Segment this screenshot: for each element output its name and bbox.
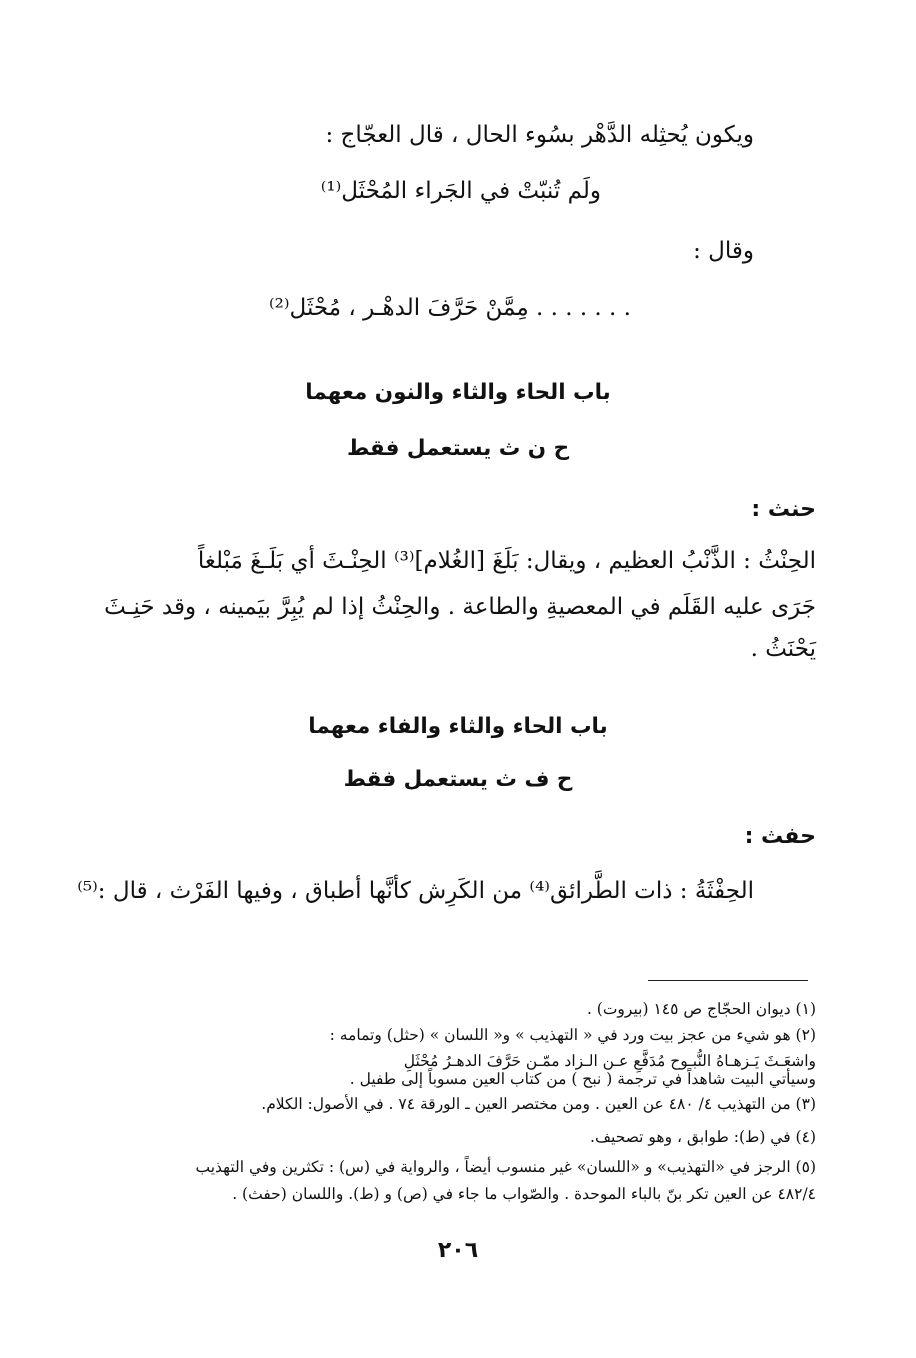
verse-line-1: ولَم تُنبّتْ في الجَراء المُحْثَل⁽¹⁾ [320,178,601,204]
footnote-5: (٥) الرجز في «التهذيب» و «اللسان» غير منسوب أيضاً ، والرواية في (س) : تكثرين وفي التهذيب [195,1158,816,1176]
footnote-3: (٣) من التهذيب ٤/ ٤٨٠ عن العين . ومن مختصر العين ـ الورقة ٧٤ . في الأصول: الكلام. [261,1095,816,1113]
section-1-title: باب الحاء والثاء والنون معهما [305,380,611,405]
page-number: ٢٠٦ [437,1238,479,1263]
section-1-line-3: يَحْنَثُ . [750,636,816,662]
footnote-2: (٢) هو شيء من عجز بيت ورد في « التهذيب » و« اللسان » (حثل) وتمامه : [329,1026,816,1044]
section-2-title: باب الحاء والثاء والفاء معهما [308,714,608,739]
section-1-entry: حنث : [751,497,816,522]
verse-line-2: . . . . . . . مِمَّنْ حَرَّفَ الدهْـر ، مُحْثَل⁽²⁾ [269,295,631,321]
footnote-2-verse: واشعَـثَ يَـزهـاهُ النُّبـوح مُدَفَّعِ عـن الـزاد ممّـن حَرَّفَ الدهـرُ مُحْثَلِ [403,1052,816,1070]
footnote-2-note: وسيأتي البيت شاهداً في ترجمة ( نبح ) من كتاب العين مسوباً إلى طفيل . [349,1070,816,1088]
footnote-4: (٤) في (ط): طوابق ، وهو تصحيف. [590,1128,816,1146]
section-1-subtitle: ح ن ث يستعمل فقط [346,436,570,461]
section-2-subtitle: ح ف ث يستعمل فقط [343,767,573,792]
section-2-line-1: الحِفْثَةُ : ذات الطَّرائق⁽⁴⁾ من الكَرِش كأنَّها أطباق ، وفيها الفَرْث ، قال :⁽⁵⁾ [77,878,754,904]
footnote-rule [648,980,808,981]
footnote-5-cont: ٤٨٢/٤ عن العين تكر بنّ بالباء الموحدة . والصّواب ما جاء في (ص) و (ط). واللسان (حفث) . [232,1185,816,1203]
section-1-line-2: جَرَى عليه القَلَم في المعصيةِ والطاعة . والحِنْثُ إذا لم يُبِرَّ بيَمينه ، وقد حَنِـثَ [104,594,816,620]
footnote-1: (١) ديوان الحجّاج ص ١٤٥ (بيروت) . [586,1000,816,1018]
verse-intro: ويكون يُحثِله الدَّهْر بسُوء الحال ، قال العجّاج : [325,122,754,148]
section-1-line-1: الحِنْثُ : الذَّنْبُ العظيم ، ويقال: بَلَغَ [الغُلام]⁽³⁾ الحِنْـثَ أي بَلَـغَ مَبْلغاً [197,548,816,574]
section-2-entry: حفث : [744,824,816,849]
qala-line: وقال : [693,238,754,264]
